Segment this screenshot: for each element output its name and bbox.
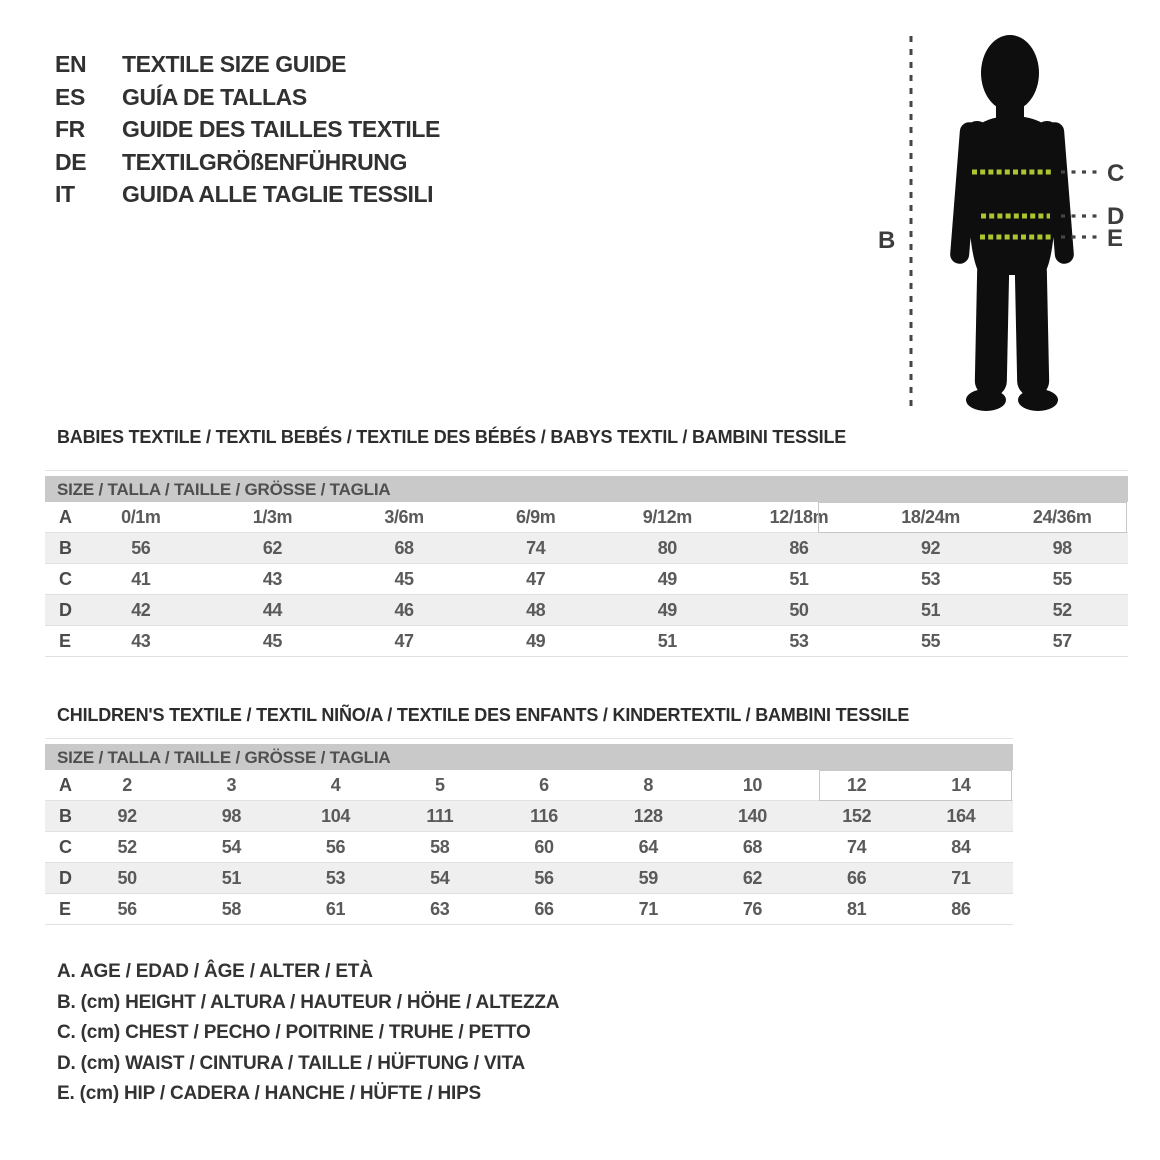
language-row: [55, 181, 440, 214]
table-cell: 43: [262, 568, 283, 589]
table-cell: 56: [534, 867, 554, 888]
table-cell: 8: [643, 774, 654, 795]
table-cell: 6/9m: [515, 506, 556, 527]
table-cell: 2: [122, 774, 132, 795]
table-cell: 128: [633, 805, 663, 826]
children-section-title: CHILDREN'S TEXTILE / TEXTIL NIÑO/A / TEXTILE DES ENFANTS / KINDERTEXTIL / BAMBINI TESSILE: [57, 705, 910, 725]
table-cell: 49: [657, 599, 677, 620]
waist-label: D: [1107, 203, 1124, 230]
table-row-chest: [45, 832, 1013, 863]
table-row-waist: [45, 863, 1013, 894]
table-cell: 61: [325, 898, 346, 919]
table-cell: 111: [426, 805, 454, 826]
table-cell: 86: [789, 537, 809, 558]
table-row-hip: [45, 626, 1128, 657]
language-row: [55, 116, 440, 149]
table-row-age: [45, 770, 1013, 801]
table-cell: 74: [526, 537, 546, 558]
language-code: EN: [55, 51, 87, 77]
table-row-hip: [45, 894, 1013, 925]
table-cell: 53: [325, 867, 346, 888]
table-cell: 46: [394, 599, 414, 620]
language-code: FR: [55, 116, 85, 143]
table-cell: 24/36m: [1032, 506, 1092, 527]
table-cell: 51: [657, 630, 677, 651]
table-cell: 76: [742, 898, 763, 919]
table-cell: 0/1m: [121, 506, 161, 527]
table-cell: 59: [638, 867, 658, 888]
table-cell: 5: [434, 774, 445, 795]
babies-size-table: [45, 470, 1128, 657]
language-label: TEXTILE SIZE GUIDE: [122, 51, 347, 77]
table-cell: 41: [131, 568, 151, 589]
legend-line-chest: C. (cm) CHEST / PECHO / POITRINE / TRUHE / PETTO: [57, 1022, 531, 1043]
row-label: D: [59, 599, 72, 620]
table-cell: 53: [920, 568, 941, 589]
table-cell: 56: [117, 898, 137, 919]
table-row-chest: [45, 564, 1128, 595]
language-label: GUIDE DES TAILLES TEXTILE: [122, 116, 440, 143]
table-cell: 12/18m: [769, 506, 829, 527]
language-label: GUÍA DE TALLAS: [122, 83, 307, 110]
babies-size-header: SIZE / TALLA / TAILLE / GRÖSSE / TAGLIA: [45, 476, 1128, 502]
language-row: [55, 84, 440, 117]
legend-line-waist: D. (cm) WAIST / CINTURA / TAILLE / HÜFTUNG / VITA: [57, 1052, 525, 1074]
table-cell: 92: [117, 805, 137, 826]
table-cell: 86: [951, 898, 971, 919]
language-code: IT: [55, 181, 75, 208]
height-label: B: [878, 227, 895, 254]
table-cell: 53: [789, 630, 809, 651]
table-cell: 52: [117, 836, 137, 857]
measurement-figure: [860, 20, 1160, 430]
table-cell: 58: [221, 898, 241, 919]
table-cell: 12: [847, 774, 867, 795]
table-top-rule: [45, 470, 1128, 471]
table-cell: 66: [534, 898, 554, 919]
table-cell: 84: [951, 836, 971, 857]
language-label: GUIDA ALLE TAGLIE TESSILI: [122, 181, 434, 208]
table-cell: 49: [526, 630, 546, 651]
table-cell: 54: [221, 836, 241, 857]
table-cell: 4: [330, 774, 341, 795]
language-row: [55, 149, 440, 182]
row-label: A: [59, 506, 72, 527]
table-cell: 44: [262, 599, 283, 620]
table-cell: 74: [847, 836, 867, 857]
table-cell: 45: [394, 568, 414, 589]
table-cell: 50: [789, 599, 809, 620]
table-cell: 51: [221, 867, 241, 888]
table-cell: 6: [539, 774, 549, 795]
table-cell: 10: [742, 774, 763, 795]
table-cell: 50: [117, 867, 137, 888]
table-cell: 1/3m: [252, 506, 293, 527]
table-cell: 51: [789, 568, 809, 589]
table-cell: 104: [321, 805, 350, 826]
table-cell: 60: [534, 836, 554, 857]
table-cell: 55: [1052, 568, 1072, 589]
child-silhouette: [949, 35, 1074, 411]
table-cell: 43: [131, 630, 151, 651]
table-cell: 42: [131, 599, 151, 620]
table-top-rule: [45, 738, 1013, 739]
table-cell: 81: [847, 898, 867, 919]
table-row-age: [45, 502, 1128, 533]
children-size-header: SIZE / TALLA / TAILLE / GRÖSSE / TAGLIA: [45, 744, 1013, 770]
table-cell: 98: [221, 805, 241, 826]
row-label: C: [59, 836, 72, 857]
row-label: C: [59, 568, 72, 589]
table-cell: 64: [638, 836, 658, 857]
table-row-height: [45, 533, 1128, 564]
table-cell: 164: [946, 805, 976, 826]
table-cell: 3: [226, 774, 237, 795]
row-label: A: [59, 774, 72, 795]
table-cell: 57: [1052, 630, 1072, 651]
table-cell: 116: [530, 805, 558, 826]
legend-line-height: B. (cm) HEIGHT / ALTURA / HAUTEUR / HÖHE / ALTEZZA: [57, 991, 560, 1013]
table-cell: 63: [430, 898, 450, 919]
row-label: E: [59, 898, 71, 919]
language-code: DE: [55, 148, 87, 175]
table-cell: 56: [131, 537, 151, 558]
table-cell: 51: [920, 599, 941, 620]
row-label: B: [59, 805, 72, 826]
table-row-waist: [45, 595, 1128, 626]
language-code: ES: [55, 83, 85, 110]
language-title-block: [55, 51, 440, 214]
legend-line-age: A. AGE / EDAD / ÂGE / ALTER / ETÀ: [57, 961, 373, 982]
table-cell: 140: [738, 805, 767, 826]
table-cell: 54: [430, 867, 450, 888]
table-cell: 66: [847, 867, 867, 888]
children-size-table: [45, 738, 1013, 925]
table-cell: 52: [1052, 599, 1072, 620]
language-row: [55, 51, 440, 84]
table-cell: 62: [742, 867, 763, 888]
row-label: B: [59, 537, 72, 558]
table-cell: 18/24m: [901, 506, 960, 527]
table-cell: 92: [920, 537, 941, 558]
table-cell: 49: [657, 568, 677, 589]
chest-label: C: [1107, 160, 1124, 187]
table-cell: 71: [951, 867, 971, 888]
table-cell: 152: [842, 805, 872, 826]
measurement-legend: [57, 961, 559, 1114]
hip-label: E: [1107, 225, 1123, 252]
table-cell: 14: [951, 774, 971, 795]
legend-line-hip: E. (cm) HIP / CADERA / HANCHE / HÜFTE / HIPS: [57, 1083, 482, 1104]
table-cell: 9/12m: [642, 506, 692, 527]
table-cell: 68: [742, 836, 763, 857]
row-label: D: [59, 867, 72, 888]
table-cell: 55: [920, 630, 941, 651]
table-cell: 80: [657, 537, 677, 558]
table-cell: 47: [526, 568, 546, 589]
babies-section-title: BABIES TEXTILE / TEXTIL BEBÉS / TEXTILE DES BÉBÉS / BABYS TEXTIL / BAMBINI TESSILE: [57, 427, 847, 447]
table-cell: 62: [262, 537, 283, 558]
row-label: E: [59, 630, 71, 651]
table-cell: 71: [638, 898, 658, 919]
table-cell: 98: [1052, 537, 1072, 558]
language-label: TEXTILGRÖßENFÜHRUNG: [122, 148, 407, 175]
table-cell: 45: [262, 630, 283, 651]
table-cell: 68: [394, 537, 414, 558]
table-cell: 48: [526, 599, 546, 620]
child-silhouette-diagram: [860, 20, 1160, 430]
table-cell: 3/6m: [384, 506, 424, 527]
table-row-height: [45, 801, 1013, 832]
table-cell: 56: [325, 836, 346, 857]
table-cell: 58: [430, 836, 450, 857]
table-cell: 47: [394, 630, 414, 651]
